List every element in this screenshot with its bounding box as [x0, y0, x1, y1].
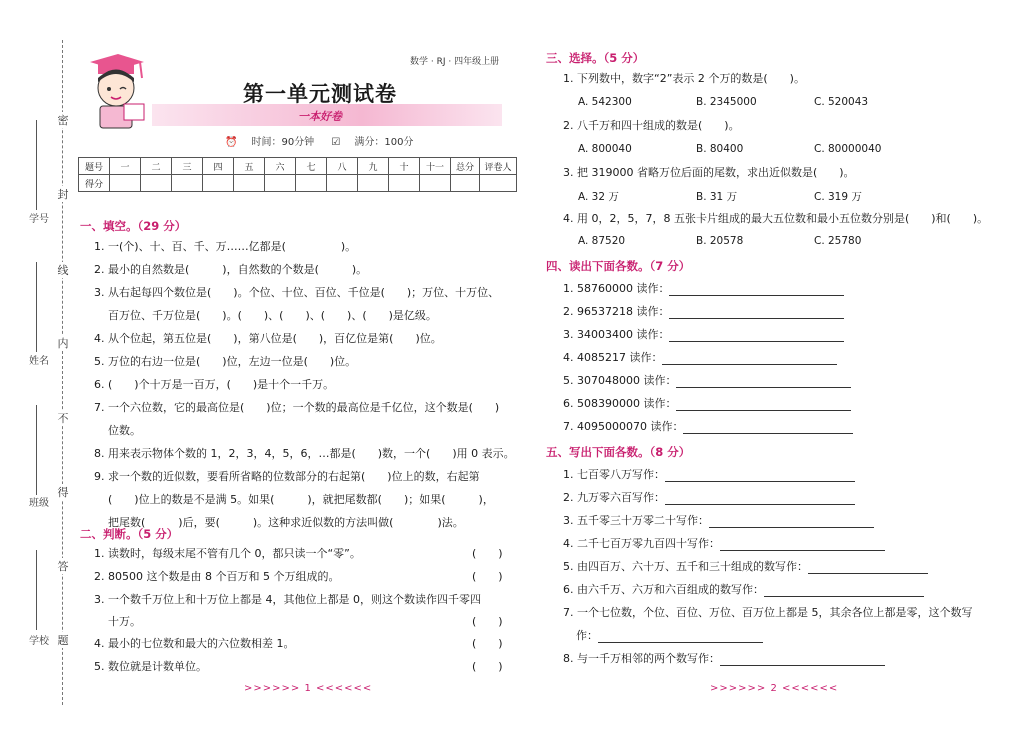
name-line[interactable] — [36, 262, 37, 352]
answer-line[interactable] — [720, 654, 885, 666]
answer-line[interactable] — [598, 631, 763, 643]
option[interactable]: C. 520043 — [814, 96, 869, 108]
read-question: 5. 307048000 读作： — [563, 374, 677, 387]
page-title: 第一单元测试卷 — [243, 82, 397, 106]
answer-line[interactable] — [676, 399, 851, 411]
judge-answer-box[interactable]: ( ) — [472, 637, 503, 650]
question: 百万位、千万位是( )。( )、( )、( )、( )是亿级。 — [108, 309, 437, 322]
question: 2. 八千万和四十组成的数是( )。 — [563, 119, 740, 132]
write-item — [563, 652, 885, 666]
student-id-label: 学号 — [29, 214, 49, 225]
read-question: 7. 4095000070 读作： — [563, 420, 684, 433]
answer-line[interactable] — [808, 562, 928, 574]
score-cell[interactable] — [203, 175, 234, 192]
exam-time: 时间：90分钟 — [251, 137, 315, 148]
question: 9. 求一个数的近似数，要看所省略的位数部分的右起第( )位上的数，右起第 — [94, 470, 480, 483]
judge-answer-box[interactable]: ( ) — [472, 547, 503, 560]
answer-line[interactable] — [665, 493, 855, 505]
score-cell[interactable] — [234, 175, 265, 192]
option[interactable]: C. 25780 — [814, 235, 862, 247]
seal-char: 线 — [53, 262, 73, 278]
score-table-header: 七 — [296, 158, 327, 175]
score-table-score-row — [79, 175, 517, 192]
write-item — [563, 491, 855, 505]
answer-line[interactable] — [720, 539, 885, 551]
judge-answer-box[interactable]: ( ) — [472, 615, 503, 628]
class-line[interactable] — [36, 405, 37, 495]
seal-char: 得 — [53, 484, 73, 500]
seal-char: 内 — [53, 335, 73, 351]
question: 3. 一个数千万位上和十万位上都是 4，其他位上都是 0，则这个数读作四千零四 — [94, 593, 481, 606]
answer-line[interactable] — [669, 330, 844, 342]
question: 4. 用 0，2，5，7，8 五张卡片组成的最大五位数和最小五位数分别是( )和( )。 — [563, 212, 989, 225]
option[interactable]: A. 800040 — [578, 143, 632, 155]
write-question: 4. 二千七百万零九百四十写作： — [563, 537, 720, 550]
write-item — [563, 560, 928, 574]
question: 位数。 — [108, 424, 141, 437]
score-table — [78, 157, 517, 192]
option[interactable]: B. 20578 — [696, 235, 744, 247]
read-item — [563, 420, 853, 434]
write-question: 2. 九万零六百写作： — [563, 491, 665, 504]
score-table-header: 三 — [172, 158, 203, 175]
question: 1. 下列数中，数字“2”表示 2 个万的数是( )。 — [563, 72, 805, 85]
section-title-fill: 一、填空。（29 分） — [80, 219, 187, 233]
score-cell[interactable] — [480, 175, 517, 192]
write-item — [563, 468, 855, 482]
seal-char: 密 — [53, 112, 73, 128]
page-number: >>>>>> 2 <<<<<< — [710, 683, 839, 694]
question: 2. 最小的自然数是( )，自然数的个数是( )。 — [94, 263, 368, 276]
option-row — [578, 96, 932, 108]
answer-line[interactable] — [662, 353, 837, 365]
seal-char: 不 — [53, 410, 73, 426]
answer-line[interactable] — [764, 585, 924, 597]
option-row — [578, 143, 932, 155]
score-cell[interactable] — [451, 175, 480, 192]
option[interactable]: B. 80400 — [696, 143, 744, 155]
read-item — [563, 374, 851, 388]
score-table-header: 一 — [110, 158, 141, 175]
score-table-header: 十一 — [420, 158, 451, 175]
write-item — [563, 583, 924, 597]
score-table-header: 总分 — [451, 158, 480, 175]
binding-dashed-line — [62, 40, 63, 705]
write-item — [576, 629, 763, 643]
question: 1. 读数时，每级末尾不管有几个 0，都只读一个“零”。 — [94, 547, 361, 560]
exam-info — [225, 133, 427, 148]
question: 8. 用来表示物体个数的 1，2，3，4，5，6，…都是( )数，一个( )用 0 表示。 — [94, 447, 515, 460]
question: 6. ( )个十万是一百万，( )是十个一千万。 — [94, 378, 335, 391]
read-item — [563, 351, 837, 365]
question: 4. 从个位起，第五位是( )，第八位是( )，百亿位是第( )位。 — [94, 332, 442, 345]
question: 3. 把 319000 省略万位后面的尾数，求出近似数是( )。 — [563, 166, 855, 179]
option[interactable]: A. 87520 — [578, 235, 626, 247]
score-cell[interactable] — [172, 175, 203, 192]
school-label: 学校 — [29, 636, 49, 647]
score-table-header-row — [79, 158, 517, 175]
score-table-header: 六 — [265, 158, 296, 175]
score-cell[interactable] — [265, 175, 296, 192]
seal-char: 答 — [53, 558, 73, 574]
section-title-read: 四、读出下面各数。（7 分） — [546, 259, 691, 273]
option[interactable]: C. 80000040 — [814, 143, 882, 155]
question: 3. 从右起每四个数位是( )。个位、十位、百位、千位是( )；万位、十万位、 — [94, 286, 500, 299]
write-question: 6. 由六千万、六万和六百组成的数写作： — [563, 583, 764, 596]
score-table-header: 十 — [389, 158, 420, 175]
page-number: >>>>>> 1 <<<<<< — [244, 683, 373, 694]
option[interactable]: A. 542300 — [578, 96, 632, 108]
score-table-header: 二 — [141, 158, 172, 175]
write-question: 1. 七百零八万写作： — [563, 468, 665, 481]
answer-line[interactable] — [665, 470, 855, 482]
check-icon: ☑ — [331, 137, 341, 148]
score-cell[interactable] — [327, 175, 358, 192]
score-table-header: 评卷人 — [480, 158, 517, 175]
header-meta: 数学 · RJ · 四年级上册 — [410, 57, 500, 67]
option[interactable]: B. 2345000 — [696, 96, 757, 108]
score-cell[interactable] — [420, 175, 451, 192]
option[interactable]: C. 319 万 — [814, 191, 862, 203]
score-table-header: 八 — [327, 158, 358, 175]
question: 把尾数( )后，要( )。这种求近似数的方法叫做( )法。 — [108, 516, 464, 529]
read-item — [563, 305, 844, 319]
read-item — [563, 282, 844, 296]
section-title-write: 五、写出下面各数。（8 分） — [546, 445, 691, 459]
question: 十万。 — [108, 615, 141, 628]
question: 7. 一个六位数，它的最高位是( )位；一个数的最高位是千亿位，这个数是( ) — [94, 401, 500, 414]
read-question: 4. 4085217 读作： — [563, 351, 663, 364]
seal-char: 题 — [53, 632, 73, 648]
judge-answer-box[interactable]: ( ) — [472, 570, 503, 583]
score-cell[interactable] — [389, 175, 420, 192]
score-cell[interactable] — [358, 175, 389, 192]
student-id-line[interactable] — [36, 120, 37, 210]
read-question: 6. 508390000 读作： — [563, 397, 677, 410]
score-table-header: 五 — [234, 158, 265, 175]
write-item — [563, 514, 874, 528]
clock-icon: ⏰ — [225, 137, 238, 148]
section-title-judge: 二、判断。（5 分） — [80, 527, 179, 541]
score-table-header: 四 — [203, 158, 234, 175]
write-question: 作： — [576, 629, 598, 642]
option-row — [578, 189, 932, 204]
write-question: 5. 由四百万、六十万、五千和三十组成的数写作： — [563, 560, 808, 573]
judge-answer-box[interactable]: ( ) — [472, 660, 503, 673]
score-cell[interactable] — [110, 175, 141, 192]
score-cell[interactable] — [296, 175, 327, 192]
score-table-header: 题号 — [79, 158, 110, 175]
answer-line[interactable] — [676, 376, 851, 388]
answer-line[interactable] — [669, 307, 844, 319]
question: 2. 80500 这个数是由 8 个百万和 5 个万组成的。 — [94, 570, 340, 583]
class-label: 班级 — [29, 498, 49, 509]
option[interactable]: B. 31 万 — [696, 191, 738, 203]
write-item — [563, 537, 885, 551]
seal-char: 封 — [53, 186, 73, 202]
school-line[interactable] — [36, 550, 37, 630]
exam-full-score: 满分：100分 — [354, 137, 414, 148]
answer-line[interactable] — [683, 422, 853, 434]
name-label: 姓名 — [29, 356, 49, 367]
read-item — [563, 328, 844, 342]
section-title-choice: 三、选择。（5 分） — [546, 51, 645, 65]
score-cell[interactable] — [141, 175, 172, 192]
answer-line[interactable] — [669, 284, 844, 296]
question: 4. 最小的七位数和最大的六位数相差 1。 — [94, 637, 295, 650]
score-row-label: 得分 — [79, 175, 110, 192]
subtitle: 一本好卷 — [298, 110, 342, 123]
score-table-header: 九 — [358, 158, 389, 175]
question: 1. 一(个)、十、百、千、万……亿都是( )。 — [94, 240, 357, 253]
read-item — [563, 397, 851, 411]
write-question: 7. 一个七位数，个位、百位、万位、百万位上都是 5，其余各位上都是零，这个数写 — [563, 606, 973, 619]
option-row — [578, 235, 932, 247]
read-question: 1. 58760000 读作： — [563, 282, 670, 295]
read-question: 2. 96537218 读作： — [563, 305, 670, 318]
mascot-illustration — [84, 52, 154, 130]
write-question: 8. 与一千万相邻的两个数写作： — [563, 652, 720, 665]
option[interactable]: A. 32 万 — [578, 191, 619, 203]
read-question: 3. 34003400 读作： — [563, 328, 670, 341]
question: ( )位上的数是不是满 5。如果( )，就把尾数都( )；如果( )， — [108, 493, 494, 506]
answer-line[interactable] — [709, 516, 874, 528]
write-question: 3. 五千零三十万零二十写作： — [563, 514, 709, 527]
question: 5. 数位就是计数单位。 — [94, 660, 207, 673]
question: 5. 万位的右边一位是( )位，左边一位是( )位。 — [94, 355, 357, 368]
